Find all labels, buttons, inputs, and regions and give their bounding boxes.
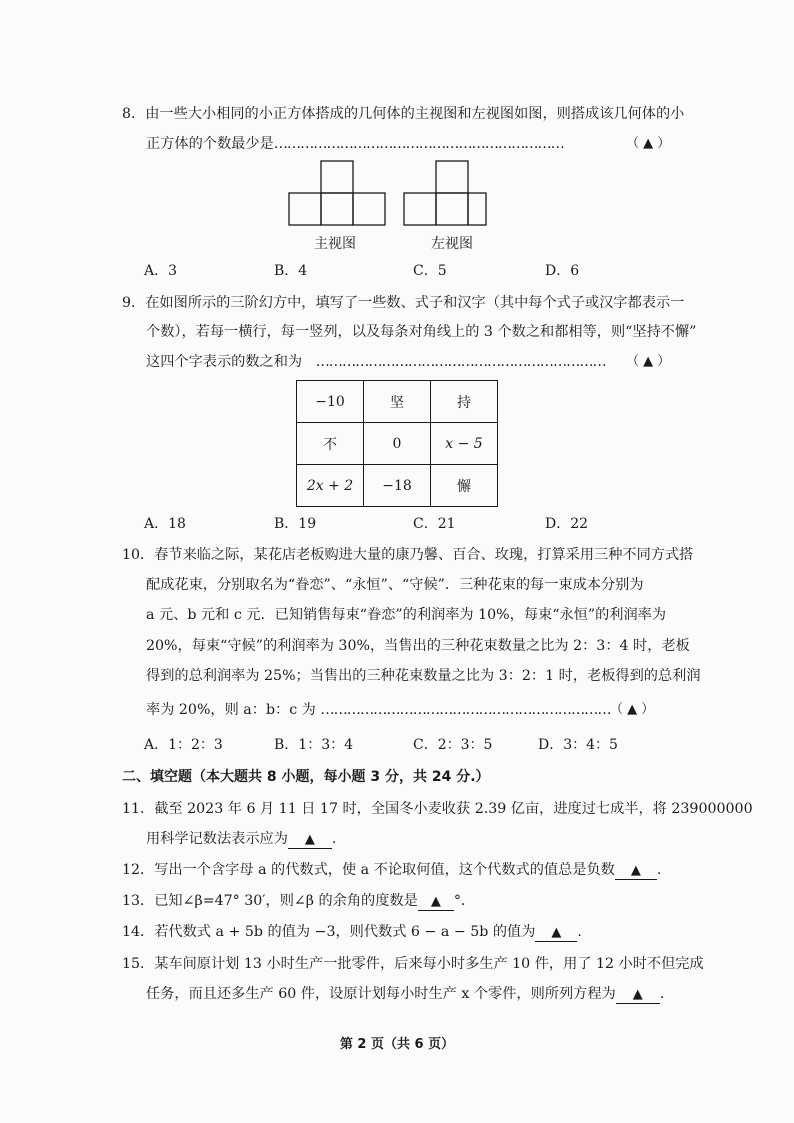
q14-end: . <box>577 924 582 940</box>
magic-square-row <box>297 381 498 423</box>
q15-line2-text: 任务，而且还多生产 60 件，设原计划每小时生产 x 个零件，则所列方程为 <box>146 986 616 1002</box>
q10-option-b[interactable]: B．1：3：4 <box>274 737 354 753</box>
front-view-figure <box>289 161 385 225</box>
q11-line2-text: 用科学记数法表示应为 <box>146 831 288 847</box>
q10-line2: 配成花束，分别取名为“眷恋”、“永恒”、“守候”．三种花束的每一束成本分别为 <box>146 577 644 593</box>
q10-line6-text: 率为 20%，则 a：b：c 为 <box>146 702 316 718</box>
q9-option-b[interactable]: B．19 <box>274 516 317 532</box>
q9-option-d[interactable]: D．22 <box>545 516 589 532</box>
page-footer: 第 2 页（共 6 页） <box>339 1037 455 1052</box>
magic-square-row <box>297 423 498 465</box>
q14-answer-blank[interactable]: ▲ <box>535 925 577 942</box>
q11-end: . <box>331 831 337 847</box>
left-view-bottom-square-2 <box>436 193 468 225</box>
magic-square-grid <box>296 380 498 507</box>
q10-option-c[interactable]: C．2：3：5 <box>413 737 493 753</box>
q8-option-b[interactable]: B．4 <box>274 263 308 279</box>
q9-leader-dots: ………………………………………………………… <box>315 354 606 370</box>
q8-line1: 8．由一些大小相同的小正方体搭成的几何体的主视图和左视图如图，则搭成该几何体的小 <box>122 106 685 122</box>
q10-leader-dots: ………………………………………………………… <box>320 702 611 718</box>
front-view-bottom-square-2 <box>321 193 353 225</box>
q15-end: . <box>659 986 665 1002</box>
q10-line1: 10．春节来临之际，某花店老板购进大量的康乃馨、百合、玫瑰，打算采用三种不同方式搭 <box>122 547 694 563</box>
q8-leader-dots: ………………………………………………………… <box>273 136 564 152</box>
front-view-top-square <box>321 161 353 193</box>
magic-cell: x − 5 <box>431 423 498 465</box>
q11-line1: 11．截至 2023 年 6 月 11 日 17 时，全国冬小麦收获 2.39 亿亩，进度过七成半，将 239000000 <box>122 801 753 817</box>
q10-option-a[interactable]: A．1：2：3 <box>144 737 223 753</box>
q9-line3 <box>146 352 606 372</box>
q15-line2 <box>146 984 664 1004</box>
q8-line2-text: 正方体的个数最少是 <box>146 136 274 152</box>
q15-answer-blank[interactable]: ▲ <box>616 987 660 1004</box>
q13-line <box>122 891 475 911</box>
q10-line4: 20%，每束“守候”的利润率为 30%，当售出的三种花束数量之比为 2：3：4 时，老板 <box>146 638 690 654</box>
q14-line <box>122 922 582 942</box>
q12-text: 12．写出一个含字母 a 的代数式，使 a 不论取何值，这个代数式的值总是负数 <box>122 862 615 878</box>
q8-view-figures <box>288 160 488 226</box>
left-view-figure <box>404 161 486 225</box>
q12-end: . <box>656 862 662 878</box>
q8-option-a[interactable]: A．3 <box>144 263 178 279</box>
q9-option-c[interactable]: C．21 <box>413 516 456 532</box>
q11-line2 <box>146 829 336 849</box>
q15-line1: 15．某车间原计划 13 小时生产一批零件，后来每小时多生产 10 件，用了 12 小时不但完成 <box>122 956 704 972</box>
left-view-top-square <box>436 161 468 193</box>
magic-cell: 持 <box>431 381 498 423</box>
section-2-heading: 二、填空题（本大题共 8 小题，每小题 3 分，共 24 分.） <box>122 769 490 785</box>
magic-cell: −10 <box>297 381 364 423</box>
q9-line2: 个数），若每一横行，每一竖列，以及每条对角线上的 3 个数之和都相等，则“坚持不懈” <box>146 324 697 340</box>
q13-answer-blank[interactable]: ▲ <box>418 894 454 911</box>
magic-cell: 懈 <box>431 465 498 507</box>
left-view-bottom-square-3 <box>468 193 486 225</box>
q9-line3-text: 这四个字表示的数之和为 <box>146 354 303 370</box>
q10-line6 <box>146 700 611 720</box>
q14-text: 14．若代数式 a + 5b 的值为 −3，则代数式 6 − a − 5b 的值为 <box>122 924 536 940</box>
magic-cell: 0 <box>364 423 431 465</box>
left-view-label: 左视图 <box>431 236 473 252</box>
magic-cell: 2x + 2 <box>297 465 364 507</box>
q11-answer-blank[interactable]: ▲ <box>288 832 332 849</box>
q8-answer-paren: （ ▲ ） <box>626 136 671 151</box>
q8-option-c[interactable]: C．5 <box>413 263 447 279</box>
q9-option-a[interactable]: A．18 <box>144 516 186 532</box>
q12-answer-blank[interactable]: ▲ <box>615 863 657 880</box>
magic-cell: 不 <box>297 423 364 465</box>
q13-end: °． <box>453 893 476 909</box>
magic-square-row <box>297 465 498 507</box>
front-view-label: 主视图 <box>314 236 356 252</box>
q10-answer-paren: （ ▲ ） <box>610 702 655 717</box>
q9-line1: 9．在如图所示的三阶幻方中，填写了一些数、式子和汉字（其中每个式子或汉字都表示一 <box>122 295 685 311</box>
front-view-bottom-square-1 <box>289 193 321 225</box>
q8-option-d[interactable]: D．6 <box>545 263 580 279</box>
left-view-bottom-square-1 <box>404 193 436 225</box>
q10-option-d[interactable]: D．3：4：5 <box>538 737 618 753</box>
magic-cell: −18 <box>364 465 431 507</box>
q13-text: 13．已知∠β=47° 30′，则∠β 的余角的度数是 <box>122 893 418 909</box>
q10-line5: 得到的总利润率为 25%；当售出的三种花束数量之比为 3：2：1 时，老板得到的总利润 <box>146 668 701 684</box>
q10-line3: a 元、b 元和 c 元．已知销售每束“眷恋”的利润率为 10%，每束“永恒”的利润率为 <box>146 607 667 623</box>
front-view-bottom-square-3 <box>353 193 385 225</box>
magic-cell: 坚 <box>364 381 431 423</box>
q8-line2 <box>146 134 564 154</box>
q9-answer-paren: （ ▲ ） <box>626 354 671 369</box>
q12-line <box>122 860 661 880</box>
